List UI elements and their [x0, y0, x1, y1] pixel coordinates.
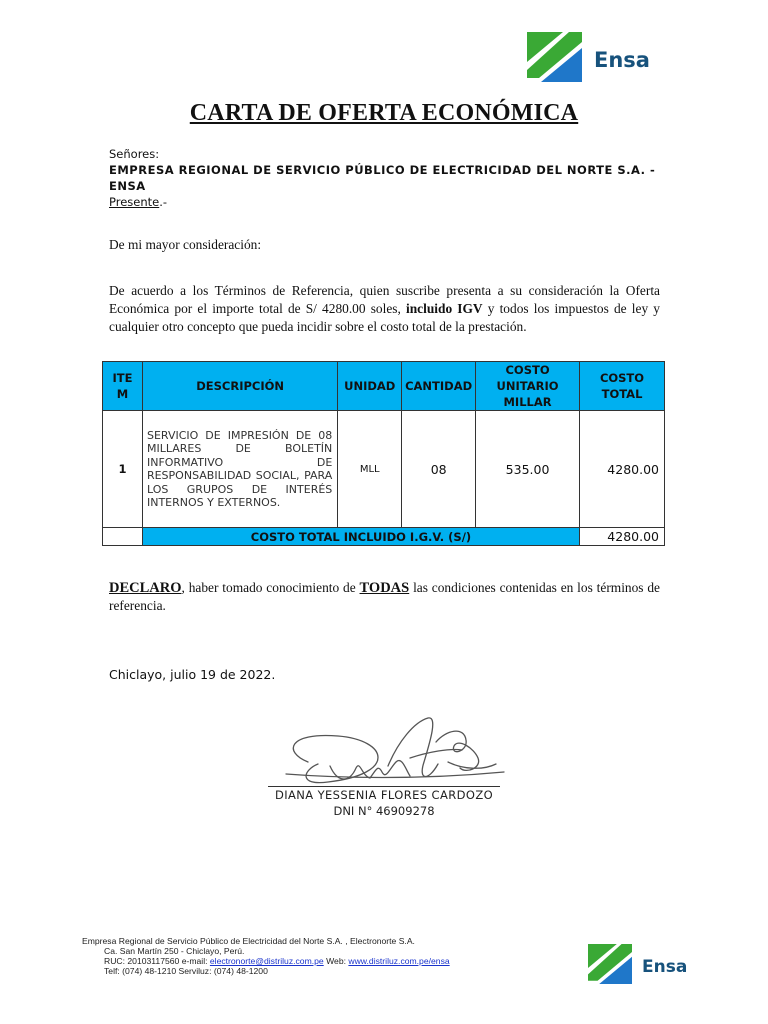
recipient-company: EMPRESA REGIONAL DE SERVICIO PÚBLICO DE ELECTRICIDAD DEL NORTE S.A. - ENSA — [109, 163, 656, 193]
greeting: De mi mayor consideración: — [109, 237, 262, 252]
brand-name: Ensa — [594, 48, 650, 72]
ensa-logo-icon — [527, 32, 582, 82]
cell-unidad: MLL — [338, 411, 402, 528]
cell-costo-total: 4280.00 — [580, 411, 665, 528]
signer-block — [250, 787, 518, 819]
table-row — [103, 411, 665, 528]
recipient-block — [109, 146, 669, 210]
place-date: Chiclayo, julio 19 de 2022. — [109, 667, 276, 682]
table-header-row — [103, 362, 665, 411]
header-costo-total: COSTO TOTAL — [580, 362, 665, 411]
signer-name: DIANA YESSENIA FLORES CARDOZO — [274, 788, 494, 802]
offer-table — [102, 361, 665, 546]
presente-line: Presente.- — [109, 195, 168, 209]
footer-brand-name: Ensa — [642, 957, 688, 977]
total-label: COSTO TOTAL INCLUIDO I.G.V. (S/) — [142, 528, 579, 546]
header-cantidad: CANTIDAD — [402, 362, 476, 411]
footer-phones: Telf: (074) 48-1210 Serviluz: (074) 48-1200 — [104, 966, 268, 976]
footer-contact — [82, 936, 450, 976]
declaration-paragraph: DECLARO, haber tomado conocimiento de TODAS las condiciones contenidas en los términos de referencia. — [109, 580, 660, 613]
cell-cantidad: 08 — [402, 411, 476, 528]
footer-email-link[interactable]: electronorte@distriluz.com.pe — [209, 956, 324, 966]
signer-dni: DNI N° 46909278 — [333, 804, 435, 818]
cell-costo-unitario: 535.00 — [476, 411, 580, 528]
footer-ruc-line: RUC: 20103117560 e-mail: electronorte@distriluz.com.pe Web: www.distriluz.com.pe/ensa — [104, 956, 450, 966]
page-title: CARTA DE OFERTA ECONÓMICA — [189, 100, 579, 126]
total-row — [103, 528, 665, 546]
ensa-logo-icon — [588, 944, 632, 984]
cell-item: 1 — [103, 411, 143, 528]
header-item: ITE M — [103, 362, 143, 411]
header-unidad: UNIDAD — [338, 362, 402, 411]
salutation: Señores: — [109, 147, 160, 161]
footer-web-link[interactable]: www.distriluz.com.pe/ensa — [348, 956, 450, 966]
footer-address: Ca. San Martín 250 - Chiclayo, Perú. — [104, 946, 245, 956]
total-value: 4280.00 — [580, 528, 665, 546]
offer-paragraph: De acuerdo a los Términos de Referencia, quien suscribe presenta a su consideración la Oferta Económica por el importe total de S/ 4280.00 soles, incluido IGV y todos los impuestos de ley y cualquier otro concepto que pueda incidir sobre el costo total de la prestación. — [109, 283, 660, 334]
header-descripcion: DESCRIPCIÓN — [142, 362, 337, 411]
footer-company: Empresa Regional de Servicio Público de Electricidad del Norte S.A. , Electronorte S.A. — [82, 936, 415, 946]
total-blank-cell — [103, 528, 143, 546]
footer-logo — [588, 944, 687, 984]
cell-descripcion: SERVICIO DE IMPRESIÓN DE 08 MILLARES DE BOLETÍN INFORMATIVO DE RESPONSABILIDAD SOCIAL, PARA LOS GRUPOS DE INTERÉS INTERNOS Y EXTERNOS. — [142, 411, 337, 528]
header-logo — [527, 32, 650, 82]
header-costo-unitario: COSTO UNITARIO MILLAR — [476, 362, 580, 411]
signature-image — [278, 712, 508, 792]
